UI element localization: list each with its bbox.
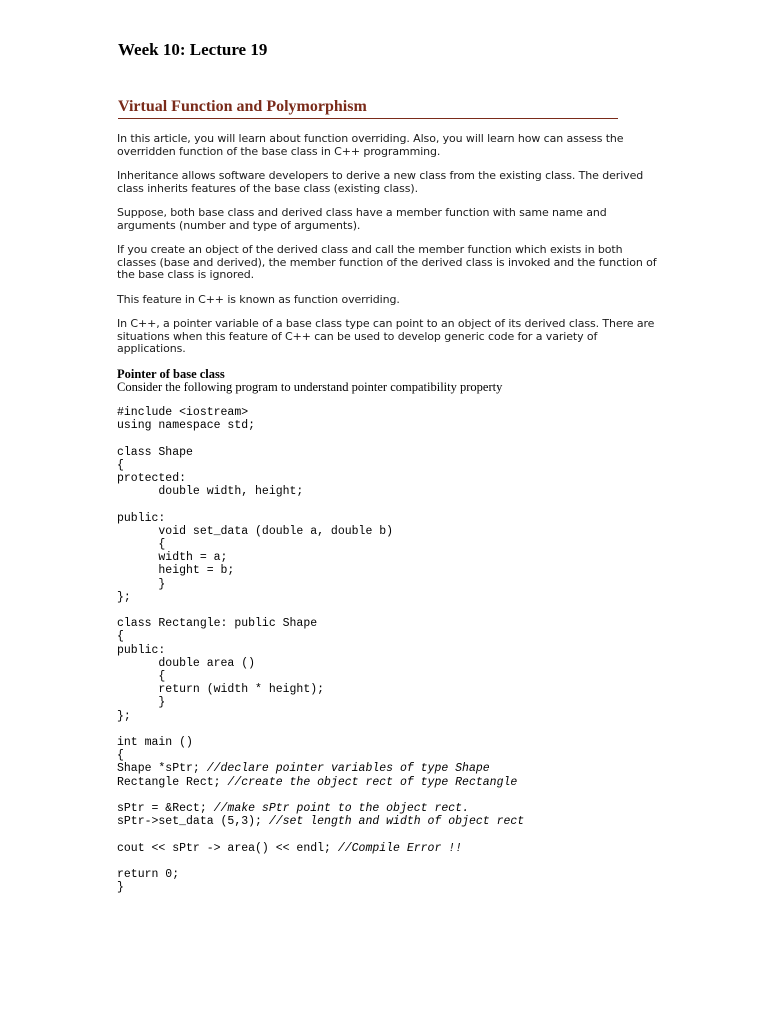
code-block <box>117 406 524 895</box>
paragraph: Inheritance allows software developers to derive a new class from the existing class. The derived class inherits features of the base class (existing class). <box>117 169 644 195</box>
code-line: void set_data (double a, double b) <box>117 524 394 538</box>
lecture-title: Week 10: Lecture 19 <box>118 40 268 59</box>
code-comment: //make sPtr point to the object rect. <box>213 802 469 816</box>
code-comment: //declare pointer variables of type Shape <box>206 762 490 776</box>
code-line: }; <box>117 709 131 723</box>
code-line: Rectangle Rect; <box>117 775 228 789</box>
code-comment: //set length and width of object rect <box>268 815 525 829</box>
code-line: sPtr = &Rect; <box>117 802 214 816</box>
code-line: { <box>117 538 166 552</box>
paragraph: In C++, a pointer variable of a base class type can point to an object of its derived class. There are situations when this feature of C++ can be used to develop generic code for a variety of applications. <box>117 317 655 355</box>
code-line: public: <box>117 643 166 657</box>
code-line: #include <iostream> <box>117 406 249 419</box>
article-body <box>117 133 657 368</box>
code-line: public: <box>117 511 166 525</box>
subsection-heading: Pointer of base class <box>117 367 225 381</box>
code-line: } <box>117 881 124 895</box>
code-line: class Rectangle: public Shape <box>117 617 318 631</box>
paragraph: If you create an object of the derived class and call the member function which exists in both classes (base and derived), the member function of the derived class is invoked and the function of the base class is ignored. <box>117 243 657 281</box>
paragraph: Suppose, both base class and derived class have a member function with same name and arguments (number and type of arguments). <box>117 206 607 232</box>
code-line: return 0; <box>117 868 180 882</box>
paragraph: In this article, you will learn about function overriding. Also, you will learn how can assess the overridden function of the base class in C++ programming. <box>117 132 624 158</box>
paragraph: This feature in C++ is known as function overriding. <box>117 292 400 306</box>
code-line: { <box>117 670 166 684</box>
code-line: double width, height; <box>117 485 304 499</box>
code-line: double area () <box>117 656 256 670</box>
code-line: }; <box>117 590 131 604</box>
code-line: width = a; <box>117 551 228 565</box>
section-title: Virtual Function and Polymorphism <box>118 98 618 119</box>
code-line: sPtr->set_data (5,3); <box>117 815 269 829</box>
code-line: } <box>117 696 166 710</box>
code-line: } <box>117 577 166 591</box>
code-line: cout << sPtr -> area() << endl; <box>117 841 338 855</box>
code-line: { <box>117 749 124 763</box>
code-comment: //Compile Error !! <box>337 841 463 855</box>
code-line: int main () <box>117 736 193 750</box>
code-comment: //create the object rect of type Rectangle <box>227 775 518 789</box>
code-line: height = b; <box>117 564 235 578</box>
code-line: return (width * height); <box>117 683 325 697</box>
code-line: { <box>117 458 124 472</box>
code-line: using namespace std; <box>117 419 256 433</box>
code-line: { <box>117 630 124 644</box>
code-line: Shape *sPtr; <box>117 762 207 776</box>
code-line: protected: <box>117 472 187 486</box>
code-line: class Shape <box>117 445 193 459</box>
subsection-text: Consider the following program to understand pointer compatibility property <box>117 380 503 394</box>
